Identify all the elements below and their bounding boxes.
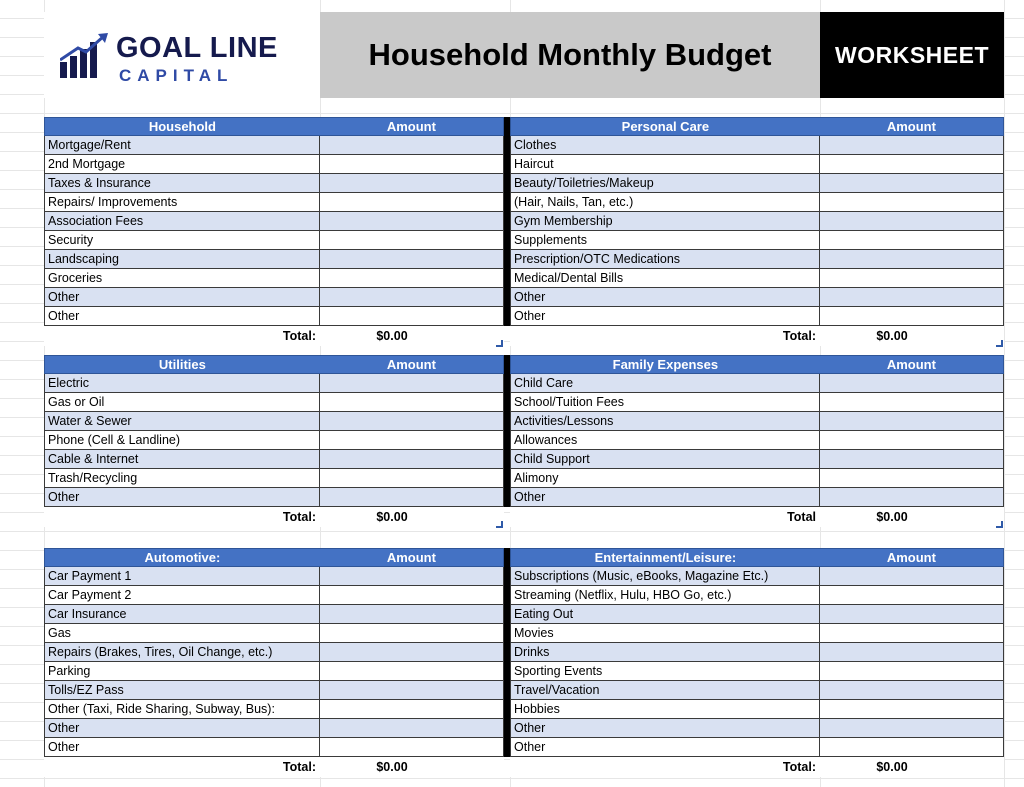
table-header: [510, 548, 1004, 567]
expense-label: Drinks: [510, 643, 820, 661]
table-row: [44, 231, 504, 250]
amount-cell[interactable]: [820, 269, 1004, 287]
table-row: [44, 719, 504, 738]
amount-cell[interactable]: [320, 269, 504, 287]
expense-label: Car Payment 2: [44, 586, 320, 604]
amount-cell[interactable]: [320, 136, 504, 154]
expense-label: Other: [510, 288, 820, 306]
amount-cell[interactable]: [820, 431, 1004, 449]
table-row: [510, 136, 1004, 155]
expense-label: Other: [510, 738, 820, 756]
table-row: [510, 700, 1004, 719]
table-row: [510, 488, 1004, 507]
amount-cell[interactable]: [320, 662, 504, 680]
expense-label: Parking: [44, 662, 320, 680]
expense-label: Beauty/Toiletries/Makeup: [510, 174, 820, 192]
amount-cell[interactable]: [320, 586, 504, 604]
title-banner: [320, 12, 820, 98]
expense-label: Repairs (Brakes, Tires, Oil Change, etc.): [44, 643, 320, 661]
amount-header: Amount: [886, 550, 936, 565]
amount-cell[interactable]: [820, 738, 1004, 756]
amount-cell[interactable]: [320, 605, 504, 623]
expense-label: Mortgage/Rent: [44, 136, 320, 154]
expense-label: Sporting Events: [510, 662, 820, 680]
amount-cell[interactable]: [820, 586, 1004, 604]
table-row: [510, 431, 1004, 450]
amount-cell[interactable]: [320, 624, 504, 642]
amount-cell[interactable]: [820, 567, 1004, 585]
table-row: [44, 662, 504, 681]
amount-cell[interactable]: [820, 136, 1004, 154]
table-row: [510, 738, 1004, 757]
table-row: [44, 412, 504, 431]
table-row: [510, 450, 1004, 469]
table-row: [44, 250, 504, 269]
amount-cell[interactable]: [320, 431, 504, 449]
category-title: Family Expenses: [612, 357, 719, 372]
expense-label: Repairs/ Improvements: [44, 193, 320, 211]
amount-cell[interactable]: [820, 250, 1004, 268]
expense-label: Car Payment 1: [44, 567, 320, 585]
expense-label: 2nd Mortgage: [44, 155, 320, 173]
amount-cell[interactable]: [320, 700, 504, 718]
total-label: Total:: [282, 760, 316, 774]
table-row: [44, 643, 504, 662]
total-label: Total: [787, 510, 816, 524]
amount-cell[interactable]: [320, 681, 504, 699]
table-row: [44, 469, 504, 488]
amount-cell[interactable]: [320, 643, 504, 661]
table-header: [510, 117, 1004, 136]
table-row: [510, 643, 1004, 662]
expense-label: Water & Sewer: [44, 412, 320, 430]
personal-care-table: [510, 117, 1004, 346]
amount-cell[interactable]: [320, 374, 504, 392]
table-row: [510, 412, 1004, 431]
amount-cell[interactable]: [320, 250, 504, 268]
total-row: [510, 757, 1004, 777]
table-row: [510, 250, 1004, 269]
amount-cell[interactable]: [320, 488, 504, 506]
table-row: [510, 393, 1004, 412]
table-row: [44, 586, 504, 605]
total-value: $0.00: [376, 510, 408, 524]
expense-label: Child Support: [510, 450, 820, 468]
table-row: [510, 307, 1004, 326]
amount-header: Amount: [386, 550, 436, 565]
table-row: [44, 738, 504, 757]
expense-label: Trash/Recycling: [44, 469, 320, 487]
table-row: [510, 231, 1004, 250]
category-title: Entertainment/Leisure:: [594, 550, 737, 565]
expense-label: Streaming (Netflix, Hulu, HBO Go, etc.): [510, 586, 820, 604]
table-row: [510, 469, 1004, 488]
expense-label: Security: [44, 231, 320, 249]
expense-label: Other: [44, 288, 320, 306]
table-row: [510, 212, 1004, 231]
table-row: [44, 681, 504, 700]
table-row: [44, 624, 504, 643]
amount-cell[interactable]: [820, 231, 1004, 249]
expense-label: Other: [44, 488, 320, 506]
expense-label: Clothes: [510, 136, 820, 154]
expense-label: Movies: [510, 624, 820, 642]
amount-cell[interactable]: [320, 450, 504, 468]
expense-label: Medical/Dental Bills: [510, 269, 820, 287]
table-row: [510, 567, 1004, 586]
automotive-table: [44, 548, 504, 777]
expense-label: Gas: [44, 624, 320, 642]
table-row: [44, 393, 504, 412]
total-row: [510, 326, 1004, 346]
expense-label: Gym Membership: [510, 212, 820, 230]
amount-cell[interactable]: [820, 193, 1004, 211]
amount-cell[interactable]: [820, 643, 1004, 661]
expense-label: (Hair, Nails, Tan, etc.): [510, 193, 820, 211]
expense-label: Other: [510, 719, 820, 737]
table-row: [44, 488, 504, 507]
table-header: [44, 117, 504, 136]
expense-label: Alimony: [510, 469, 820, 487]
amount-cell[interactable]: [320, 212, 504, 230]
total-row: [44, 507, 504, 527]
total-value: $0.00: [876, 760, 908, 774]
table-row: [44, 174, 504, 193]
category-title: Automotive:: [144, 550, 221, 565]
amount-cell[interactable]: [820, 719, 1004, 737]
table-row: [44, 269, 504, 288]
amount-cell[interactable]: [820, 700, 1004, 718]
table-row: [44, 155, 504, 174]
table-row: [510, 193, 1004, 212]
amount-cell[interactable]: [820, 450, 1004, 468]
table-row: [44, 136, 504, 155]
expense-label: Other (Taxi, Ride Sharing, Subway, Bus):: [44, 700, 320, 718]
amount-cell[interactable]: [820, 412, 1004, 430]
logo-subtitle: CAPITAL: [119, 66, 234, 85]
logo-name: GOAL LINE: [116, 32, 278, 64]
amount-cell[interactable]: [820, 288, 1004, 306]
amount-cell[interactable]: [820, 469, 1004, 487]
amount-cell[interactable]: [820, 374, 1004, 392]
table-row: [510, 586, 1004, 605]
expense-label: Other: [510, 488, 820, 506]
table-row: [44, 193, 504, 212]
expense-label: Other: [44, 719, 320, 737]
total-label: Total:: [782, 760, 816, 774]
amount-header: Amount: [386, 357, 436, 372]
expense-label: Haircut: [510, 155, 820, 173]
table-row: [510, 155, 1004, 174]
amount-cell[interactable]: [820, 307, 1004, 325]
expense-label: Car Insurance: [44, 605, 320, 623]
expense-label: School/Tuition Fees: [510, 393, 820, 411]
table-row: [44, 700, 504, 719]
expense-label: Taxes & Insurance: [44, 174, 320, 192]
family-expenses-table: [510, 355, 1004, 527]
expense-label: Landscaping: [44, 250, 320, 268]
amount-cell[interactable]: [820, 488, 1004, 506]
expense-label: Subscriptions (Music, eBooks, Magazine Etc.): [510, 567, 820, 585]
category-title: Personal Care: [621, 119, 710, 134]
expense-label: Allowances: [510, 431, 820, 449]
amount-cell[interactable]: [320, 738, 504, 756]
table-row: [510, 269, 1004, 288]
expense-label: Eating Out: [510, 605, 820, 623]
total-label: Total:: [282, 510, 316, 524]
total-row: [44, 757, 504, 777]
household-table: [44, 117, 504, 346]
category-title: Utilities: [158, 357, 206, 372]
amount-cell[interactable]: [320, 393, 504, 411]
expense-label: Other: [510, 307, 820, 325]
expense-label: Hobbies: [510, 700, 820, 718]
worksheet-banner: [820, 12, 1004, 98]
expense-label: Phone (Cell & Landline): [44, 431, 320, 449]
table-row: [44, 307, 504, 326]
table-row: [510, 374, 1004, 393]
expense-label: Other: [44, 738, 320, 756]
expense-label: Cable & Internet: [44, 450, 320, 468]
table-row: [510, 719, 1004, 738]
total-value: $0.00: [376, 760, 408, 774]
expense-label: Gas or Oil: [44, 393, 320, 411]
table-row: [510, 662, 1004, 681]
amount-cell[interactable]: [320, 307, 504, 325]
expense-label: Groceries: [44, 269, 320, 287]
table-row: [44, 288, 504, 307]
total-value: $0.00: [876, 329, 908, 343]
amount-cell[interactable]: [820, 605, 1004, 623]
table-row: [44, 450, 504, 469]
total-value: $0.00: [876, 510, 908, 524]
table-header: [510, 355, 1004, 374]
expense-label: Supplements: [510, 231, 820, 249]
amount-cell[interactable]: [320, 412, 504, 430]
amount-header: Amount: [886, 119, 936, 134]
expense-label: Child Care: [510, 374, 820, 392]
table-header: [44, 355, 504, 374]
amount-cell[interactable]: [320, 155, 504, 173]
table-row: [510, 174, 1004, 193]
amount-header: Amount: [386, 119, 436, 134]
worksheet-label: WORKSHEET: [835, 41, 989, 68]
utilities-table: [44, 355, 504, 527]
amount-cell[interactable]: [320, 174, 504, 192]
table-row: [510, 288, 1004, 307]
logo: [44, 12, 320, 98]
table-header: [44, 548, 504, 567]
amount-cell[interactable]: [820, 155, 1004, 173]
amount-cell[interactable]: [320, 231, 504, 249]
expense-label: Prescription/OTC Medications: [510, 250, 820, 268]
amount-cell[interactable]: [820, 681, 1004, 699]
table-row: [510, 624, 1004, 643]
amount-cell[interactable]: [320, 288, 504, 306]
table-row: [44, 374, 504, 393]
table-row: [44, 431, 504, 450]
expense-label: Activities/Lessons: [510, 412, 820, 430]
expense-label: Travel/Vacation: [510, 681, 820, 699]
amount-cell[interactable]: [820, 393, 1004, 411]
expense-label: Association Fees: [44, 212, 320, 230]
page-title: Household Monthly Budget: [368, 37, 772, 72]
total-label: Total:: [782, 329, 816, 343]
amount-cell[interactable]: [820, 624, 1004, 642]
amount-cell[interactable]: [320, 567, 504, 585]
table-row: [44, 605, 504, 624]
total-label: Total:: [282, 329, 316, 343]
growth-chart-icon: [60, 32, 110, 80]
entertainment-table: [510, 548, 1004, 777]
amount-cell[interactable]: [820, 212, 1004, 230]
amount-cell[interactable]: [320, 719, 504, 737]
expense-label: Other: [44, 307, 320, 325]
amount-cell[interactable]: [320, 469, 504, 487]
table-row: [510, 681, 1004, 700]
category-title: Household: [148, 119, 216, 134]
amount-header: Amount: [886, 357, 936, 372]
expense-label: Tolls/EZ Pass: [44, 681, 320, 699]
amount-cell[interactable]: [320, 193, 504, 211]
table-row: [510, 605, 1004, 624]
amount-cell[interactable]: [820, 662, 1004, 680]
amount-cell[interactable]: [820, 174, 1004, 192]
expense-label: Electric: [44, 374, 320, 392]
total-row: [44, 326, 504, 346]
table-row: [44, 212, 504, 231]
table-row: [44, 567, 504, 586]
total-row: [510, 507, 1004, 527]
total-value: $0.00: [376, 329, 408, 343]
